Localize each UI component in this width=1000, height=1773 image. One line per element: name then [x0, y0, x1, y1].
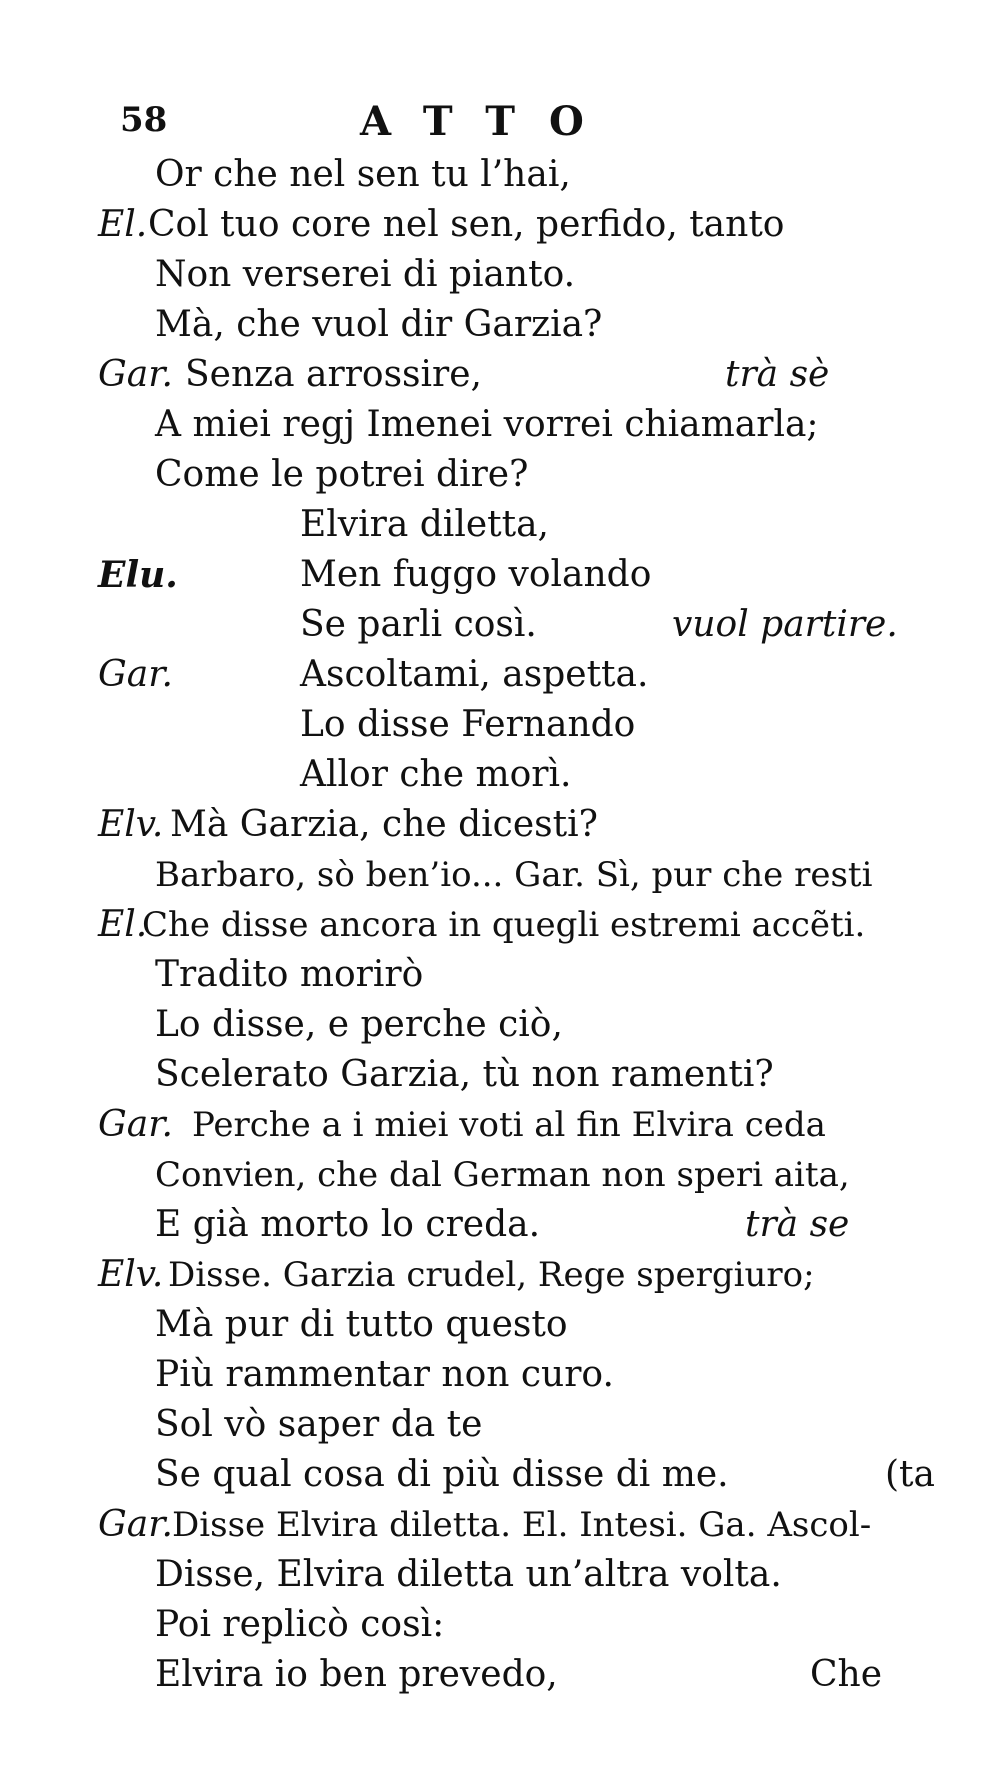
verse-line: [0, 1600, 1000, 1650]
stage-direction: trà sè: [725, 354, 830, 395]
verse-line: [0, 1150, 1000, 1200]
verse-line: [0, 700, 1000, 750]
verse-line: [0, 1350, 1000, 1400]
verse-line: [0, 600, 1000, 650]
line-text: Lo disse, e perche ciò,: [155, 1004, 563, 1045]
verse-line: [0, 800, 1000, 850]
stage-direction: vuol partire.: [672, 604, 898, 645]
page-number: 58: [120, 100, 168, 140]
verse-line: [0, 1650, 1000, 1700]
line-text: Mà pur di tutto questo: [155, 1304, 568, 1345]
line-text: Non verserei di pianto.: [155, 254, 576, 295]
line-text: Più rammentar non curo.: [155, 1354, 614, 1395]
speaker-label: Elv.: [98, 1254, 164, 1295]
line-text: Senza arrossire,: [185, 354, 482, 395]
verse-line: [0, 750, 1000, 800]
verse-line: [0, 450, 1000, 500]
line-text: Disse Elvira diletta. El. Intesi. Ga. Ascol-: [172, 1505, 872, 1545]
verse-line: [0, 650, 1000, 700]
line-text: A miei regj Imenei vorrei chiamarla;: [155, 404, 819, 445]
verse-line: [0, 950, 1000, 1000]
stage-direction: trà se: [745, 1204, 850, 1245]
line-text: Barbaro, sò ben’io... Gar. Sì, pur che resti: [155, 855, 873, 895]
speaker-label: El.: [98, 204, 148, 245]
verse-line: [0, 900, 1000, 950]
verse-line: [0, 1500, 1000, 1550]
stage-direction: (ta: [885, 1454, 935, 1495]
speaker-label: Gar.: [98, 1104, 173, 1145]
line-text: Poi replicò così:: [155, 1604, 445, 1645]
line-text: Scelerato Garzia, tù non ramenti?: [155, 1054, 774, 1095]
speaker-label: Elu.: [98, 554, 178, 596]
verse-line: [0, 850, 1000, 900]
line-text: Lo disse Fernando: [300, 704, 636, 745]
verse-line: [0, 1550, 1000, 1600]
page-header: [0, 92, 1000, 152]
speaker-label: Gar.: [98, 354, 173, 395]
line-text: Se qual cosa di più disse di me.: [155, 1454, 729, 1495]
line-text: Disse. Garzia crudel, Rege spergiuro;: [168, 1255, 815, 1295]
line-text: Allor che morì.: [300, 754, 572, 795]
line-text: Perche a i miei voti al fin Elvira ceda: [192, 1105, 826, 1145]
verse-text: [0, 150, 1000, 1700]
line-text: Men fuggo volando: [300, 554, 652, 595]
line-text: Se parli così.: [300, 604, 537, 645]
speaker-label: Elv.: [98, 804, 164, 845]
verse-line: [0, 1000, 1000, 1050]
line-text: Or che nel sen tu l’hai,: [155, 154, 571, 195]
verse-line: [0, 500, 1000, 550]
verse-line: [0, 250, 1000, 300]
verse-line: [0, 400, 1000, 450]
line-text: Elvira diletta,: [300, 504, 549, 545]
line-text: Ascoltami, aspetta.: [300, 654, 649, 695]
verse-line: [0, 1450, 1000, 1500]
running-title: ATTO: [360, 98, 618, 145]
verse-line: [0, 1050, 1000, 1100]
verse-line: [0, 350, 1000, 400]
verse-line: [0, 550, 1000, 600]
speaker-label: El.: [98, 904, 148, 945]
verse-line: [0, 200, 1000, 250]
line-text: Tradito morirò: [155, 954, 424, 995]
verse-line: [0, 150, 1000, 200]
verse-line: [0, 1100, 1000, 1150]
line-text: Disse, Elvira diletta un’altra volta.: [155, 1554, 782, 1595]
verse-line: [0, 1200, 1000, 1250]
line-text: Col tuo core nel sen, perfido, tanto: [148, 204, 785, 245]
verse-line: [0, 300, 1000, 350]
line-text: Mà, che vuol dir Garzia?: [155, 304, 603, 345]
verse-line: [0, 1400, 1000, 1450]
verse-line: [0, 1300, 1000, 1350]
line-text: Elvira io ben prevedo,: [155, 1654, 558, 1695]
catchword: Che: [810, 1654, 883, 1695]
verse-line: [0, 1250, 1000, 1300]
speaker-label: Gar.: [98, 1504, 173, 1545]
speaker-label: Gar.: [98, 654, 173, 695]
line-text: Che disse ancora in quegli estremi accẽti.: [142, 905, 866, 945]
line-text: E già morto lo creda.: [155, 1204, 541, 1245]
line-text: Come le potrei dire?: [155, 454, 529, 495]
line-text: Sol vò saper da te: [155, 1404, 483, 1445]
line-text: Mà Garzia, che dicesti?: [170, 804, 598, 845]
line-text: Convien, che dal German non speri aita,: [155, 1155, 850, 1195]
